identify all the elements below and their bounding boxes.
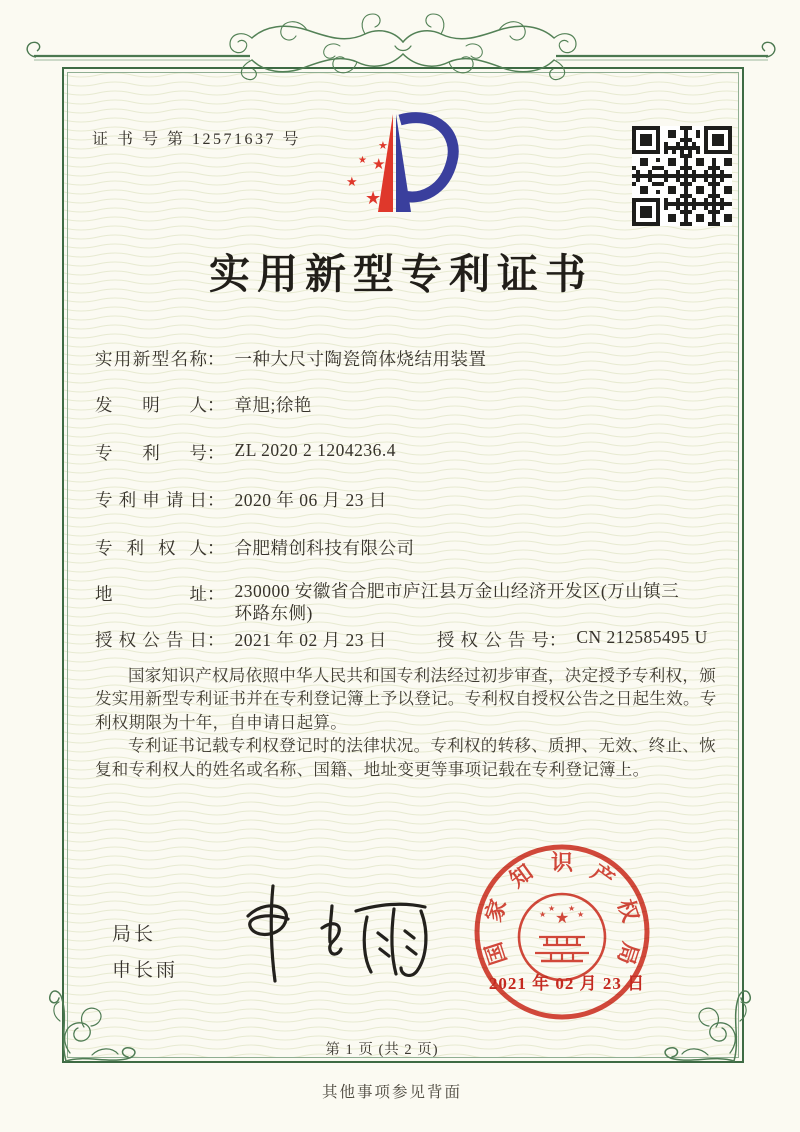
field-row-filing-date: 专利申请日 ： 2020 年 06 月 23 日 [95,487,725,512]
logo-blue-p-bowl [400,118,453,197]
svg-text:★: ★ [577,910,585,919]
legal-text-block [95,664,719,781]
director-title: 局长 [112,924,157,945]
field-row-patentee: 专利权人 ： 合肥精创科技有限公司 [95,535,725,560]
director-signature [228,880,438,988]
qr-code [632,126,732,226]
field-label: 专利申请日 [95,490,207,510]
field-value-patent-name: 一种大尺寸陶瓷筒体烧结用装置 [234,349,487,369]
director-name: 申长雨 [112,960,179,981]
svg-text:★: ★ [539,910,547,919]
svg-text:局: 局 [612,939,644,968]
legal-paragraph-1: 国家知识产权局依照中华人民共和国专利法经过初步审查，决定授予专利权，颁发实用新型专利证书并在专利登记簿上予以登记。专利权自授权公告之日起生效。专利权期限为十年，自申请日起算。 [95,666,717,732]
back-side-note: 其他事项参见背面 [321,1084,462,1101]
field-label: 实用新型名称 [95,349,207,369]
svg-text:国: 国 [480,939,512,968]
field-row-address: 地址 ： 230000 安徽省合肥市庐江县万金山经济开发区(万山镇三环路东侧) [95,581,725,624]
director-block [112,919,178,991]
ornamental-top-border [0,0,800,115]
field-value-patent-number: ZL 2020 2 1204236.4 [234,440,396,460]
svg-text:★: ★ [548,904,556,913]
svg-text:产: 产 [586,859,620,893]
top-center-flourish [230,14,576,80]
field-value-address: 230000 安徽省合肥市庐江县万金山经济开发区(万山镇三环路东侧) [234,581,680,623]
field-label: 专利号 [95,443,207,463]
svg-text:家: 家 [480,896,512,925]
field-label: 发明人 [95,395,207,415]
svg-text:★: ★ [365,188,382,209]
field-label: 授权公告号 [436,630,549,650]
field-value-grant-date: 2021 年 02 月 23 日 [234,630,387,650]
field-row-inventor: 发明人 ： 章旭;徐艳 [95,392,725,417]
seal-date: 2021 年 02 月 23 日 [488,974,646,993]
field-value-patentee: 合肥精创科技有限公司 [234,538,415,558]
svg-text:★: ★ [346,175,358,190]
svg-text:权: 权 [612,896,644,925]
cnipa-logo [332,104,482,230]
field-value-inventor: 章旭;徐艳 [234,395,312,415]
field-label: 地址 [95,584,207,604]
field-label: 专利权人 [95,538,207,558]
field-label: 授权公告日 [95,630,207,650]
certificate-title: 实用新型专利证书 [209,251,593,297]
legal-paragraph-2: 专利证书记载专利权登记时的法律状况。专利权的转移、质押、无效、终止、恢复和专利权人的姓名或名称、国籍、地址变更等事项记载在专利登记簿上。 [95,736,716,779]
svg-text:★: ★ [372,155,386,173]
svg-text:识: 识 [550,850,574,875]
field-row-grant: 授权公告日 ： 2021 年 02 月 23 日 授权公告号 ： CN 212585495 U [95,627,708,650]
certificate-number: 证 书 号 第 12571637 号 [92,131,302,148]
emblem-stars [539,904,584,927]
svg-text:★: ★ [555,908,570,927]
field-value-grant-number: CN 212585495 U [576,627,708,647]
svg-text:★: ★ [358,155,367,166]
national-emblem [519,894,605,980]
logo-blue-spire [396,114,411,212]
page-indicator: 第 1 页 (共 2 页) [325,1042,439,1058]
svg-text:★: ★ [568,904,576,913]
field-row-patent-number: 专利号 ： ZL 2020 2 1204236.4 [95,440,396,463]
svg-text:知: 知 [504,859,538,893]
svg-text:★: ★ [378,139,388,152]
field-value-filing-date: 2020 年 06 月 23 日 [234,490,387,510]
official-seal [467,837,657,1027]
field-row-name: 实用新型名称 ： 一种大尺寸陶瓷筒体烧结用装置 [95,346,725,371]
